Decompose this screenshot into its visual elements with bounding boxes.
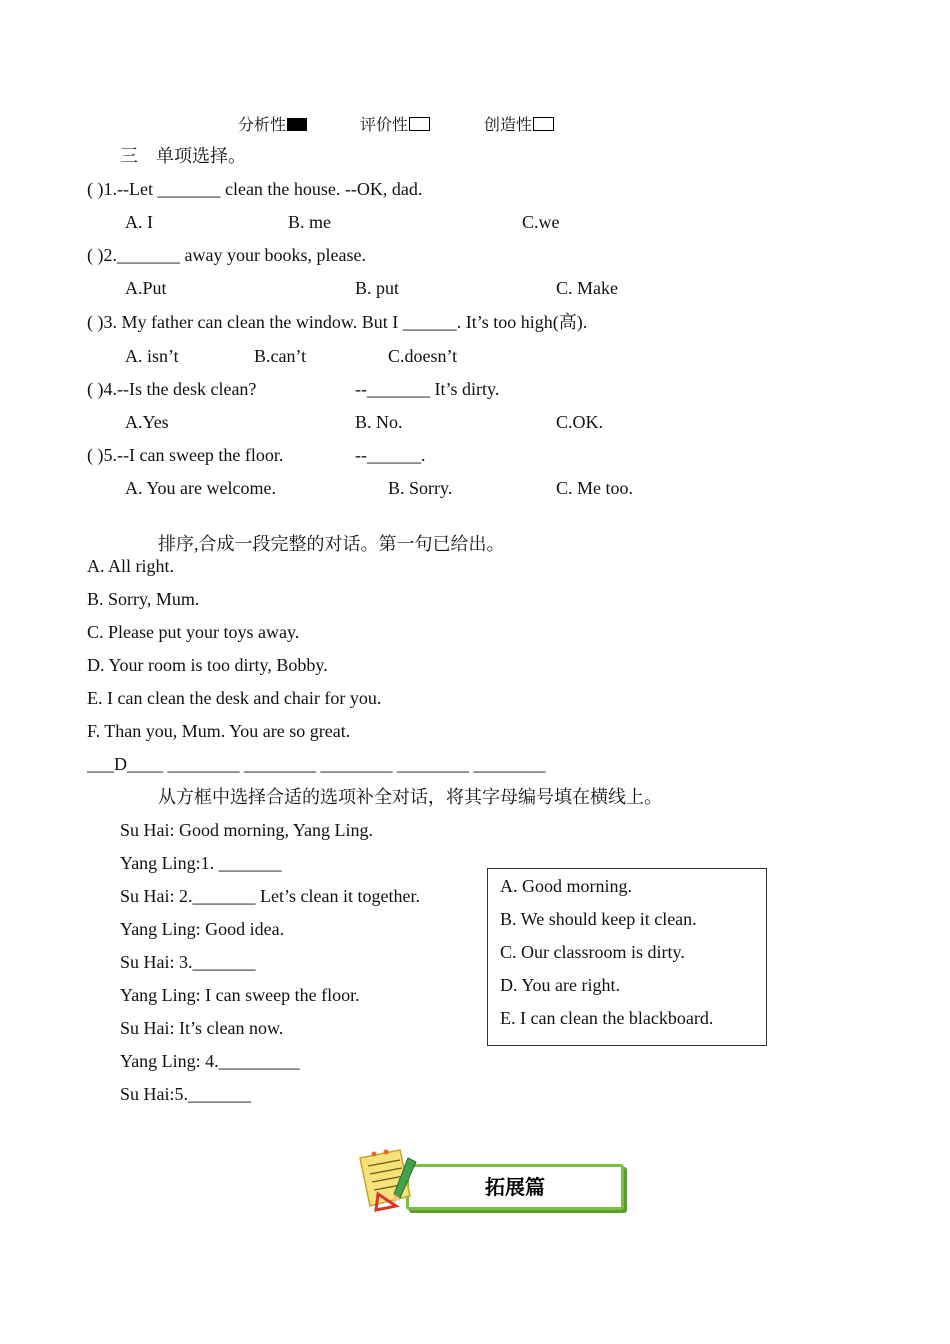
list-item: F. Than you, Mum. You are so great. [87, 721, 351, 741]
legend-creation [484, 115, 554, 137]
option-c: C.OK. [556, 412, 604, 432]
list-item: D. Your room is too dirty, Bobby. [87, 655, 328, 675]
legend-evaluation-label: 评价性 [360, 117, 409, 134]
options-box [487, 868, 767, 1046]
option-b: B. put [355, 278, 400, 298]
box-option: C. Our classroom is dirty. [500, 942, 685, 962]
filled-box-icon [287, 118, 307, 131]
ordering-title: 排序,合成一段完整的对话。第一句已给出。 [158, 534, 505, 554]
dialogue-line: Yang Ling: I can sweep the floor. [120, 985, 360, 1005]
empty-box-icon [409, 117, 430, 131]
dialogue-line: Su Hai: 3._______ [120, 952, 256, 972]
option-b: B.can’t [254, 346, 307, 366]
option-b: B. No. [355, 412, 403, 432]
option-b: B. Sorry. [388, 478, 453, 498]
question-stem: ( )2._______ away your books, please. [87, 245, 366, 265]
answer-line: ___D____ ________ ________ ________ ________ ________ [87, 754, 546, 774]
dialogue-title: 从方框中选择合适的选项补全对话，将其字母编号填在横线上。 [158, 787, 662, 807]
list-item: E. I can clean the desk and chair for you. [87, 688, 382, 708]
question-reply: --_______ It’s dirty. [355, 379, 500, 399]
dialogue-line: Su Hai: Good morning, Yang Ling. [120, 820, 374, 840]
option-a: A. isn’t [125, 346, 179, 366]
question-stem: ( )3. My father can clean the window. But I ______. It’s too high(高). [87, 312, 588, 332]
empty-box-icon [533, 117, 554, 131]
dialogue-line: Su Hai:5._______ [120, 1084, 252, 1104]
dialogue-line: Su Hai: 2._______ Let’s clean it together. [120, 886, 420, 906]
dialogue-line: Yang Ling: Good idea. [120, 919, 285, 939]
dialogue-line: Su Hai: It’s clean now. [120, 1018, 284, 1038]
question-reply: --______. [355, 445, 426, 465]
box-option: D. You are right. [500, 975, 620, 995]
list-item: C. Please put your toys away. [87, 622, 300, 642]
dialogue-line: Yang Ling: 4._________ [120, 1051, 300, 1071]
banner-title: 拓展篇 [485, 1175, 545, 1199]
question-stem: ( )1.--Let _______ clean the house. --OK, dad. [87, 179, 423, 199]
legend-analysis-label: 分析性 [238, 117, 287, 134]
box-option: B. We should keep it clean. [500, 909, 697, 929]
section-banner [356, 1148, 630, 1214]
section-title: 三 单项选择。 [120, 146, 246, 166]
box-option: A. Good morning. [500, 876, 632, 896]
option-c: C. Me too. [556, 478, 634, 498]
option-a: A. I [125, 212, 153, 232]
legend-creation-label: 创造性 [484, 117, 533, 134]
option-c: C.we [522, 212, 560, 232]
dialogue-line: Yang Ling:1. _______ [120, 853, 282, 873]
option-b: B. me [288, 212, 331, 232]
option-a: A.Put [125, 278, 167, 298]
box-option: E. I can clean the blackboard. [500, 1008, 714, 1028]
option-c: C. Make [556, 278, 618, 298]
list-item: A. All right. [87, 556, 175, 576]
legend-evaluation [360, 115, 430, 137]
option-a: A. You are welcome. [125, 478, 276, 498]
question-stem: ( )4.--Is the desk clean? [87, 379, 257, 399]
option-c: C.doesn’t [388, 346, 458, 366]
list-item: B. Sorry, Mum. [87, 589, 200, 609]
question-stem: ( )5.--I can sweep the floor. [87, 445, 284, 465]
legend-analysis [238, 115, 307, 137]
option-a: A.Yes [125, 412, 169, 432]
